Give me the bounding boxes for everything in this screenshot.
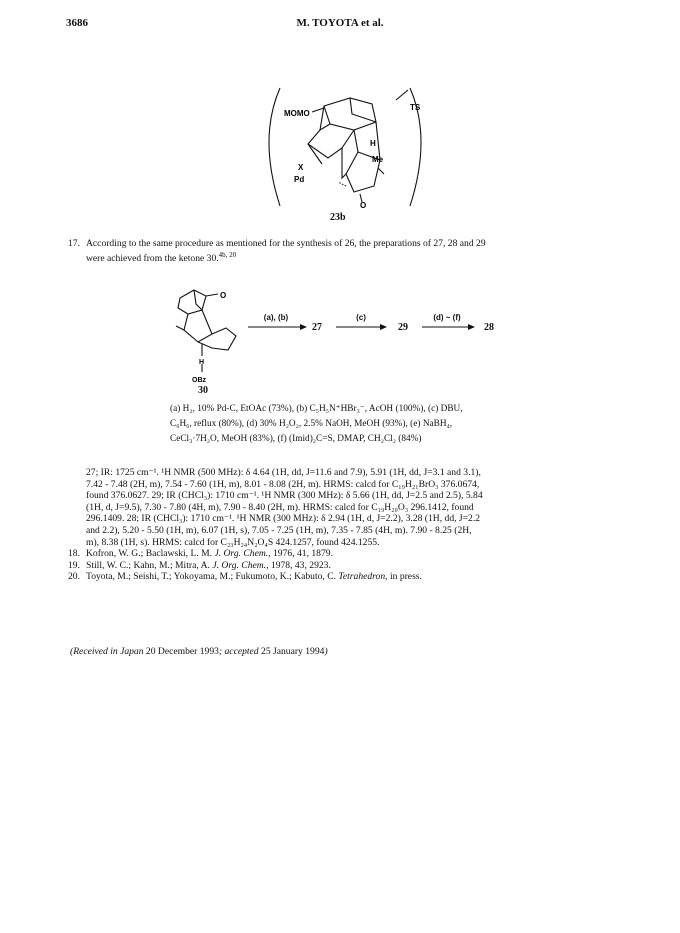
arrow-1 — [248, 323, 308, 331]
reference-item: 20. Toyota, M.; Seishi, T.; Yokoyama, M.; Fukumoto, K.; Kabuto, C. Tetrahedron, in press. — [68, 571, 422, 583]
pd-label: Pd — [294, 175, 305, 184]
conditions-line-3: CeCl₃·7H₂O, MeOH (83%), (f) (Imid)₂C=S, DMAP, CH₂Cl₂ (84%) — [170, 434, 422, 444]
spectral-data — [60, 467, 646, 548]
references — [60, 548, 630, 583]
note-17-refs: 4b, 20 — [218, 250, 237, 259]
me-label: Me — [372, 155, 384, 164]
o-label: O — [360, 201, 367, 210]
compound-label-23b: 23b — [330, 212, 346, 223]
reference-item: 18. Kofron, W. G.; Baclawski, L. M. J. Org. Chem., 1976, 41, 1879. — [68, 548, 333, 559]
conditions-line-2: C₆H₆, reflux (80%), (d) 30% H₂O₂, 2.5% NaOH, MeOH (93%), (e) NaBH₄, — [170, 419, 453, 429]
arrow-2 — [336, 323, 388, 331]
scheme-h-label: H — [199, 359, 205, 366]
note-17-line-1: According to the same procedure as mentioned for the synthesis of 26, the preparations of 27, 28 and 29 — [86, 238, 486, 249]
product-27: 27 — [312, 322, 322, 333]
step-a-b-label: (a), (b) — [263, 313, 289, 322]
compound-label-30: 30 — [198, 385, 208, 396]
reference-item: 19. Still, W. C.; Kahn, M.; Mitra, A. J. Org. Chem., 1978, 43, 2923. — [68, 559, 331, 571]
product-29: 29 — [398, 322, 408, 333]
structure-30-drawing — [166, 284, 266, 384]
spectral-line-6: and 2.2), 5.20 - 5.50 (1H, m), 6.07 (1H, s), 7.05 - 7.25 (1H, m), 7.35 - 7.85 (4H, m). 7.90 - 8.25 (2H, — [86, 524, 472, 536]
arrow-3 — [422, 323, 476, 331]
page-number: 3686 — [66, 17, 88, 29]
note-17 — [60, 238, 630, 264]
left-parenthesis — [269, 88, 280, 206]
momo-label: MOMO — [284, 109, 310, 118]
h-label: H — [370, 139, 376, 148]
structure-23b-drawing — [250, 78, 450, 228]
spectral-line-3: found 376.0627. 29; IR (CHCl₃): 1710 cm⁻¹. ¹H NMR (300 MHz): δ 5.66 (1H, dd, J=2.5 and 2.5), 5.84 — [86, 490, 483, 502]
spectral-line-7: m), 8.38 (1H, s). HRMS: calcd for C₂₃H₂₄N₂O₄S 424.1257, found 424.1255. — [86, 536, 380, 548]
spectral-line-1: 27; IR: 1725 cm⁻¹. ¹H NMR (500 MHz): δ 4.64 (1H, dd, J=11.6 and 7.9), 5.91 (1H, dd, J=3.1 and 3.1), — [86, 467, 481, 478]
product-28: 28 — [484, 322, 494, 333]
ts-label: TS — [410, 103, 421, 112]
step-c-label: (c) — [356, 313, 366, 322]
note-17-line-2: were achieved from the ketone 30. — [86, 252, 219, 264]
spectral-line-5: 296.1409. 28; IR (CHCl₃): 1710 cm⁻¹. ¹H NMR (300 MHz): δ 2.94 (1H, d, J=2.2), 3.28 (1H, dd, J=2.2 — [86, 513, 481, 525]
running-head: M. TOYOTA et al. — [296, 17, 384, 29]
note-17-number: 17. — [68, 238, 80, 249]
reaction-conditions — [170, 402, 610, 447]
step-d-f-label: (d) ~ (f) — [433, 313, 461, 322]
conditions-line-1: (a) H₂, 10% Pd-C, EtOAc (73%), (b) C₅H₅N⁺HBr₃⁻, AcOH (100%), (c) DBU, — [170, 404, 463, 414]
x-label: X — [298, 163, 304, 172]
scheme-o-label: O — [220, 291, 227, 300]
spectral-line-2: 7.42 - 7.48 (2H, m), 7.54 - 7.60 (1H, m), 8.01 - 8.08 (2H, m). HRMS: calcd for C₁₉H₂₁BrO₃ 376.0674, — [86, 478, 480, 490]
scheme-obz-label: OBz — [192, 377, 206, 384]
received-note: (Received in Japan 20 December 1993; accepted 25 January 1994) — [70, 646, 328, 657]
spectral-line-4: (1H, d, J=9.5), 7.30 - 7.80 (4H, m), 7.90 - 8.40 (2H, m). HRMS: calcd for C₁₉H₂₀O₃ 296.1412, found — [86, 501, 474, 513]
